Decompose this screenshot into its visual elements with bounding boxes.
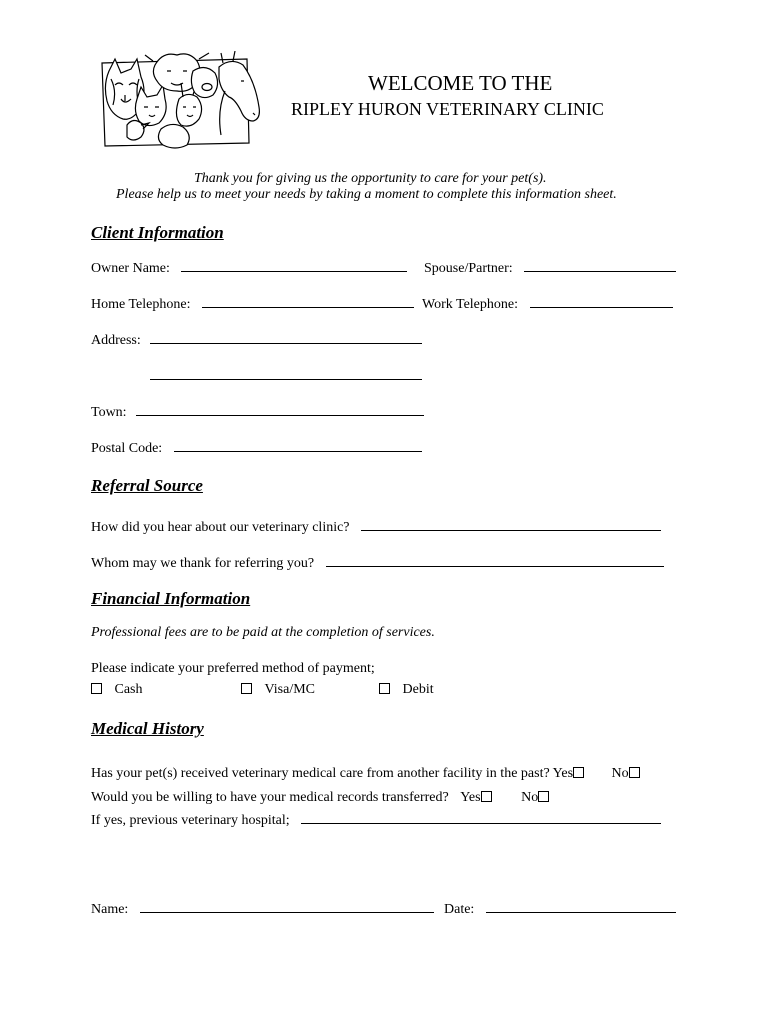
section-client-information: Client Information (91, 223, 224, 242)
payment-option-debit[interactable] (379, 682, 434, 698)
clinic-animals-logo (97, 51, 263, 151)
postal-label: Postal Code: (91, 441, 163, 456)
address-row-2 (150, 366, 422, 385)
debit-label: Debit (402, 682, 434, 697)
postal-row (91, 438, 422, 457)
owner-name-label: Owner Name: (91, 261, 170, 276)
section-financial-information: Financial Information (91, 589, 251, 608)
medical-q1-yes-label: Yes (552, 766, 574, 781)
spouse-field[interactable] (524, 258, 676, 272)
payment-option-cash[interactable] (91, 682, 143, 698)
address-field-2[interactable] (150, 366, 422, 380)
owner-name-field[interactable] (181, 258, 407, 272)
footer-name-row (91, 899, 434, 918)
intro-line-1: Thank you for giving us the opportunity to care for your pet(s). (194, 171, 547, 186)
medical-q1-no-checkbox[interactable] (629, 767, 640, 778)
payment-prompt: Please indicate your preferred method of payment; (91, 661, 375, 676)
title-line-2: RIPLEY HURON VETERINARY CLINIC (291, 99, 604, 119)
medical-q2-no-label: No (521, 790, 539, 805)
spouse-row (424, 258, 676, 277)
referral-q2-label: Whom may we thank for referring you? (91, 556, 315, 571)
footer-date-field[interactable] (486, 899, 676, 913)
footer-name-field[interactable] (140, 899, 434, 913)
cash-checkbox[interactable] (91, 683, 102, 694)
medical-q2-yes-label: Yes (460, 790, 481, 805)
owner-name-row (91, 258, 407, 277)
previous-hospital-field[interactable] (301, 810, 661, 824)
visa-checkbox[interactable] (241, 683, 252, 694)
medical-q1-row (91, 766, 640, 782)
town-row (91, 402, 424, 421)
work-phone-row (422, 294, 673, 313)
visa-label: Visa/MC (264, 682, 315, 697)
medical-q2-row (91, 790, 549, 806)
section-referral-source: Referral Source (91, 476, 203, 495)
address-field-1[interactable] (150, 330, 422, 344)
medical-q2-yes-checkbox[interactable] (481, 791, 492, 802)
section-medical-history: Medical History (91, 719, 204, 738)
referral-q1-field[interactable] (361, 517, 661, 531)
town-label: Town: (91, 405, 127, 420)
medical-q1-yes-checkbox[interactable] (573, 767, 584, 778)
referral-q2-field[interactable] (326, 553, 664, 567)
footer-date-row (444, 899, 676, 918)
medical-q3-label: If yes, previous veterinary hospital; (91, 813, 290, 828)
medical-q2-no-checkbox[interactable] (538, 791, 549, 802)
medical-q2-label: Would you be willing to have your medical records transferred? (91, 790, 449, 805)
work-phone-label: Work Telephone: (422, 297, 518, 312)
referral-q1-row (91, 517, 661, 536)
work-phone-field[interactable] (530, 294, 673, 308)
town-field[interactable] (136, 402, 424, 416)
cash-label: Cash (114, 682, 143, 697)
spouse-label: Spouse/Partner: (424, 261, 513, 276)
referral-q1-label: How did you hear about our veterinary clinic? (91, 520, 350, 535)
home-phone-row (91, 294, 414, 313)
referral-q2-row (91, 553, 664, 572)
postal-field[interactable] (174, 438, 422, 452)
title-line-1: WELCOME TO THE (368, 71, 553, 95)
home-phone-label: Home Telephone: (91, 297, 191, 312)
home-phone-field[interactable] (202, 294, 414, 308)
footer-date-label: Date: (444, 902, 475, 917)
medical-q1-label: Has your pet(s) received veterinary medical care from another facility in the past? (91, 766, 550, 781)
intro-line-2: Please help us to meet your needs by taking a moment to complete this information sheet. (116, 187, 617, 202)
payment-option-visa[interactable] (241, 682, 315, 698)
medical-q1-no-label: No (611, 766, 629, 781)
footer-name-label: Name: (91, 902, 129, 917)
debit-checkbox[interactable] (379, 683, 390, 694)
medical-q3-row (91, 810, 661, 829)
address-row (91, 330, 422, 349)
financial-note: Professional fees are to be paid at the completion of services. (91, 625, 435, 640)
address-label: Address: (91, 333, 141, 348)
